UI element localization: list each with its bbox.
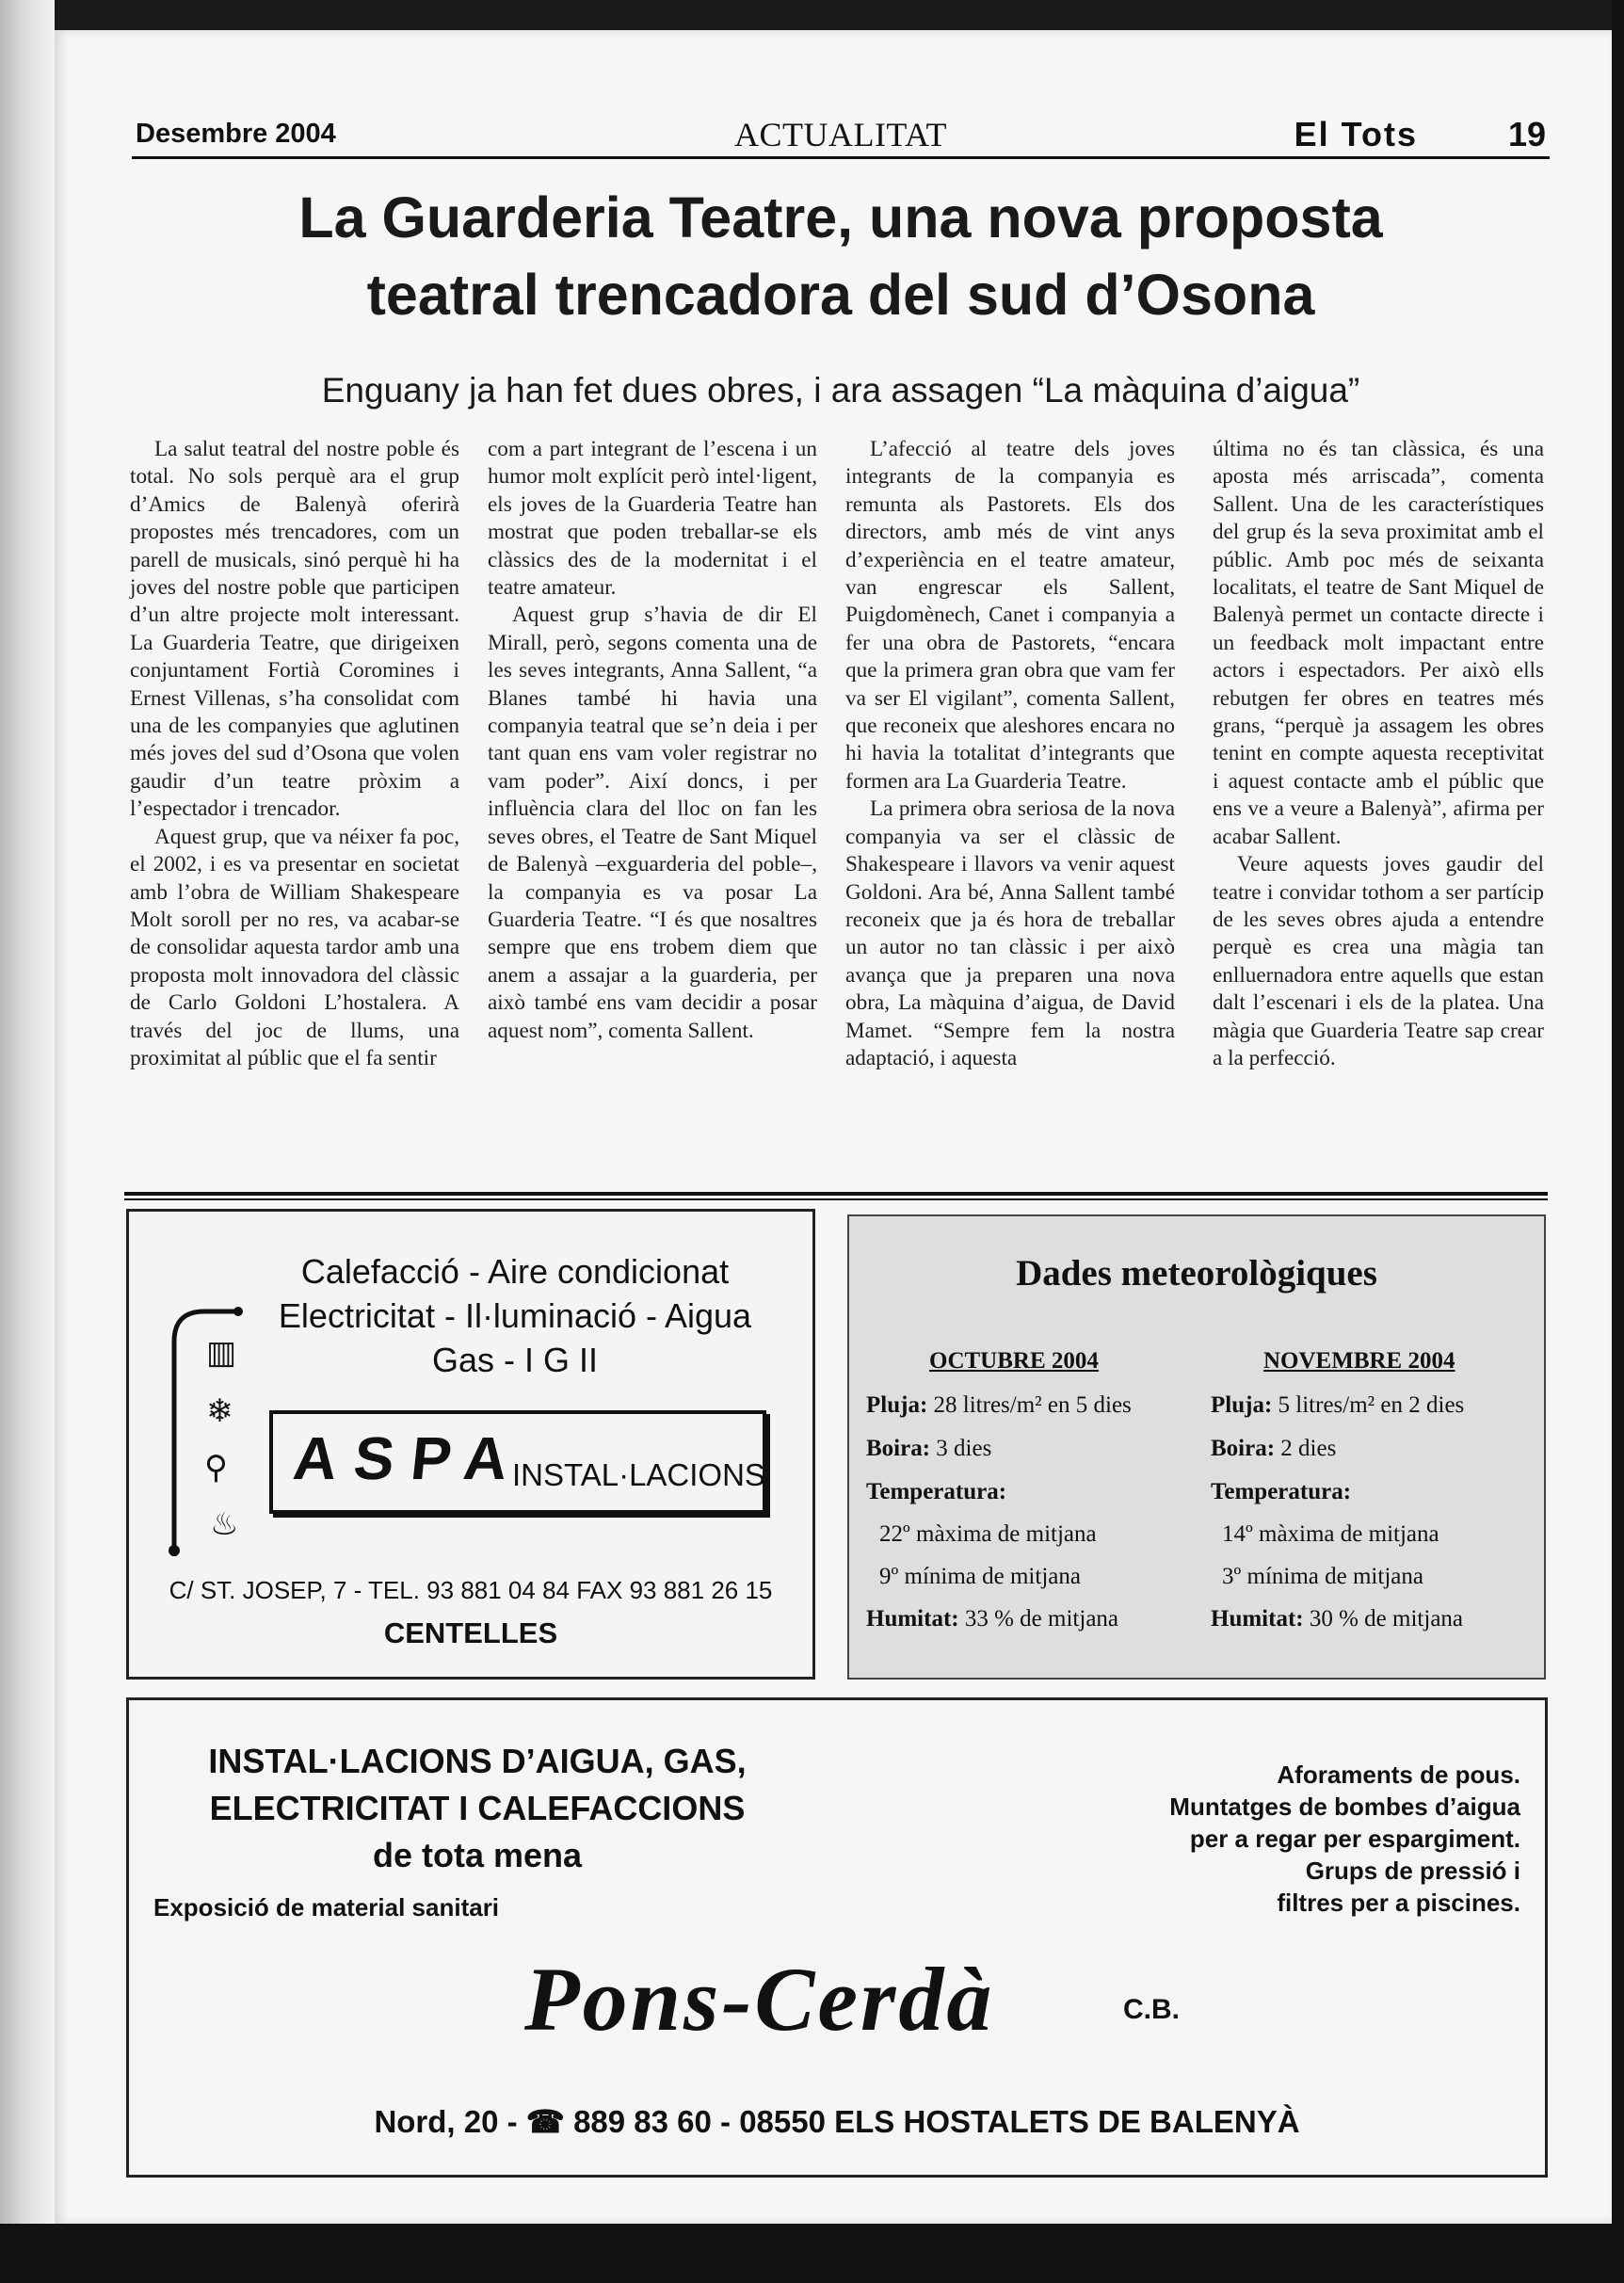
paragraph: Aquest grup s’havia de dir El Mirall, però, segons comenta una de les seves integrants, Anna Sallent, “a Blanes també hi havia una companyia teatral que se’n deia i per tant quan ens vam voler registrar no vam poder”. Així doncs, i per influència clara del lloc on fan les seves obres, el Teatre de Sant Miquel de Balenyà –exguarderia del poble–, la companyia es va posar La Guarderia Teatre. “I és que nosaltres sempre que ens trobem diem que anem a assajar a la guarderia, per això també ens vam decidir a posar aquest nom”, comenta Sallent. (488, 603, 817, 1043)
aspa-city: CENTELLES (383, 1616, 558, 1649)
publication-name: El Tots (1294, 115, 1418, 153)
pons-service-line: de tota mena (372, 1836, 583, 1874)
november-tmax: 14º màxima de mitjana (1222, 1521, 1439, 1547)
aspa-service-line: Calefacció - Aire condicionat (300, 1252, 730, 1291)
pons-service-line: ELECTRICITAT I CALEFACCIONS (209, 1789, 746, 1827)
aspa-services (251, 1249, 779, 1382)
aspa-logo-text: ASPA (290, 1424, 528, 1492)
november-humidity: Humitat: 30 % de mitjana (1211, 1606, 1464, 1632)
november-temperature-label: Temperatura: (1211, 1479, 1352, 1504)
header-rule (132, 156, 1550, 159)
october-tmax: 22º màxima de mitjana (879, 1521, 1097, 1547)
issue-date: Desembre 2004 (136, 119, 336, 149)
pons-service-line: INSTAL·LACIONS D’AIGUA, GAS, (208, 1742, 747, 1780)
paragraph: La salut teatral del nostre poble és total. No sols perquè ara el grup d’Amics de Balenyà oferirà propostes més trencadores, com un parell de musicals, sinó perquè hi ha joves del nostre poble que participen d’un altre projecte molt interessant. La Guarderia Teatre, que dirigeixen conjuntament Fortià Coromines i Ernest Villenas, s’ha consolidat com una de les companyies que aglutinen més joves del sud d’Osona que volen gaudir d’un teatre pròxim a l’espectador i trencador. (130, 437, 459, 822)
october-rain: Pluja: 28 litres/m² en 5 dies (866, 1392, 1132, 1418)
pons-cerda-advertisement (126, 1697, 1548, 2178)
aspa-service-line: Electricitat - Il·luminació - Aigua (278, 1296, 752, 1335)
october-tmin: 9º mínima de mitjana (879, 1564, 1081, 1589)
headline-line-1: La Guarderia Teatre, una nova proposta (298, 185, 1383, 249)
paragraph: Aquest grup, que va néixer fa poc, el 2002, i es va presentar en societat amb l’obra de William Shakespeare Molt soroll per no res, va acabar-se de consolidar aquesta tardor amb una proposta molt innovadora del clàssic de Carlo Goldoni L’hostalera. A través del joc de llums, una proximitat al públic que el fa sentir (130, 824, 459, 1070)
paragraph: L’afecció al teatre dels joves integrants de la companyia es remunta als Pastorets. Els dos directors, amb més de vint anys d’experiència en el teatre amateur, van engrescar els Sallent, Puigdomènech, Canet i companyia a fer una obra de Pastorets, “encara que la primera gran obra que vam fer va ser El vigilant”, comenta Sallent, que reconeix que aleshores encara no hi havia la totalitat d’integrants que formen ara La Guarderia Teatre. (845, 437, 1175, 794)
article-column-1 (130, 436, 459, 1072)
month-heading-november: NOVEMBRE 2004 (1263, 1348, 1455, 1374)
article-column-4 (1213, 436, 1544, 1072)
scan-background-edge (1612, 0, 1624, 2283)
pons-service-item: Muntatges de bombes d’aigua (1169, 1793, 1520, 1821)
section-title: ACTUALITAT (733, 116, 948, 153)
aspa-service-line: Gas - I G II (431, 1341, 599, 1379)
snowflake-icon: ❄ (206, 1392, 233, 1430)
scan-background (0, 2224, 1624, 2283)
weather-data-box (847, 1214, 1546, 1680)
section-divider-thin (124, 1198, 1548, 1200)
article-column-3 (845, 436, 1175, 1072)
october-humidity: Humitat: 33 % de mitjana (866, 1606, 1119, 1632)
november-rain: Pluja: 5 litres/m² en 2 dies (1211, 1392, 1465, 1418)
paragraph: Veure aquests joves gaudir del teatre i convidar tothom a ser partícip de les seves obres ajuda a entendre perquè es crea una màgia tan enlluernadora entre aquells que estan dalt l’escenari i els de la platea. Una màgia que Guarderia Teatre sap crear a la perfecció. (1213, 852, 1544, 1070)
article-column-2 (488, 436, 817, 1045)
radiator-icon: ▥ (206, 1334, 237, 1372)
aspa-address: C/ ST. JOSEP, 7 - TEL. 93 881 04 84 FAX 93 881 26 15 (169, 1576, 773, 1604)
pons-service-item: Aforaments de pous. (1277, 1760, 1520, 1789)
page-number: 19 (1507, 115, 1546, 153)
page-binding-edge (0, 0, 55, 2283)
pons-service-item: filtres per a piscines. (1277, 1889, 1520, 1917)
november-fog: Boira: 2 dies (1211, 1436, 1337, 1461)
page-header (132, 113, 1550, 160)
section-divider (124, 1192, 1548, 1196)
paragraph: última no és tan clàssica, és una aposta més arriscada”, comenta Sallent. Una de les característiques del grup és la seva proximitat amb el públic. Amb poc més de seixanta localitats, el teatre de Sant Miquel de Balenyà permet un contacte directe i un feedback molt impactant entre actors i espectadors. Per això ells rebutgen fer obres en teatres més grans, “perquè ja assagem les obres tenint en compte aquesta receptivitat i aquest contacte amb el públic que ens ve a veure a Balenyà”, afirma per acabar Sallent. (1213, 437, 1544, 849)
aspa-logo (269, 1410, 766, 1514)
pons-service-item: Grups de pressió i (1305, 1857, 1520, 1885)
paragraph: La primera obra seriosa de la nova companyia va ser el clàssic de Shakespeare i llavors va venir aquest Goldoni. Ara bé, Anna Sallent també reconeix que ja és hora de treballar un autor no tan clàssic i per això avança que ja preparen una nova obra, La màquina d’aigua, de David Mamet. “Sempre fem la nostra adaptació, i aquesta (845, 796, 1175, 1070)
pons-services-heading (148, 1738, 807, 1879)
pons-cerda-suffix: C.B. (1123, 1994, 1180, 2025)
aspa-logo-subtitle: INSTAL·LACIONS (512, 1457, 765, 1492)
october-fog: Boira: 3 dies (866, 1436, 992, 1461)
article-headline (132, 179, 1550, 333)
month-heading-october: OCTUBRE 2004 (929, 1348, 1099, 1374)
tap-icon: ⚲ (204, 1449, 228, 1487)
pons-services-list (993, 1759, 1520, 1919)
aspa-advertisement (126, 1209, 815, 1680)
weather-title: Dades meteorològiques (1016, 1253, 1377, 1294)
article-subheadline: Enguany ja han fet dues obres, i ara assagen “La màquina d’aigua” (321, 371, 1360, 410)
pons-service-item: per a regar per espargiment. (1189, 1825, 1520, 1853)
paragraph: com a part integrant de l’escena i un humor molt explícit però intel·ligent, els joves de la Guarderia Teatre han mostrat que poden treballar-se els clàssics des de la modernitat i el teatre amateur. (488, 437, 817, 601)
pons-showroom-note: Exposició de material sanitari (153, 1893, 500, 1921)
pons-cerda-logo: Pons-Cerdà (524, 1949, 995, 2050)
october-temperature-label: Temperatura: (866, 1479, 1007, 1504)
november-tmin: 3º mínima de mitjana (1222, 1564, 1423, 1589)
headline-line-2: teatral trencadora del sud d’Osona (366, 263, 1315, 327)
pons-contact-line: Nord, 20 - ☎ 889 83 60 - 08550 ELS HOSTALETS DE BALENYÀ (374, 2104, 1300, 2139)
flame-icon: ♨ (210, 1505, 239, 1543)
